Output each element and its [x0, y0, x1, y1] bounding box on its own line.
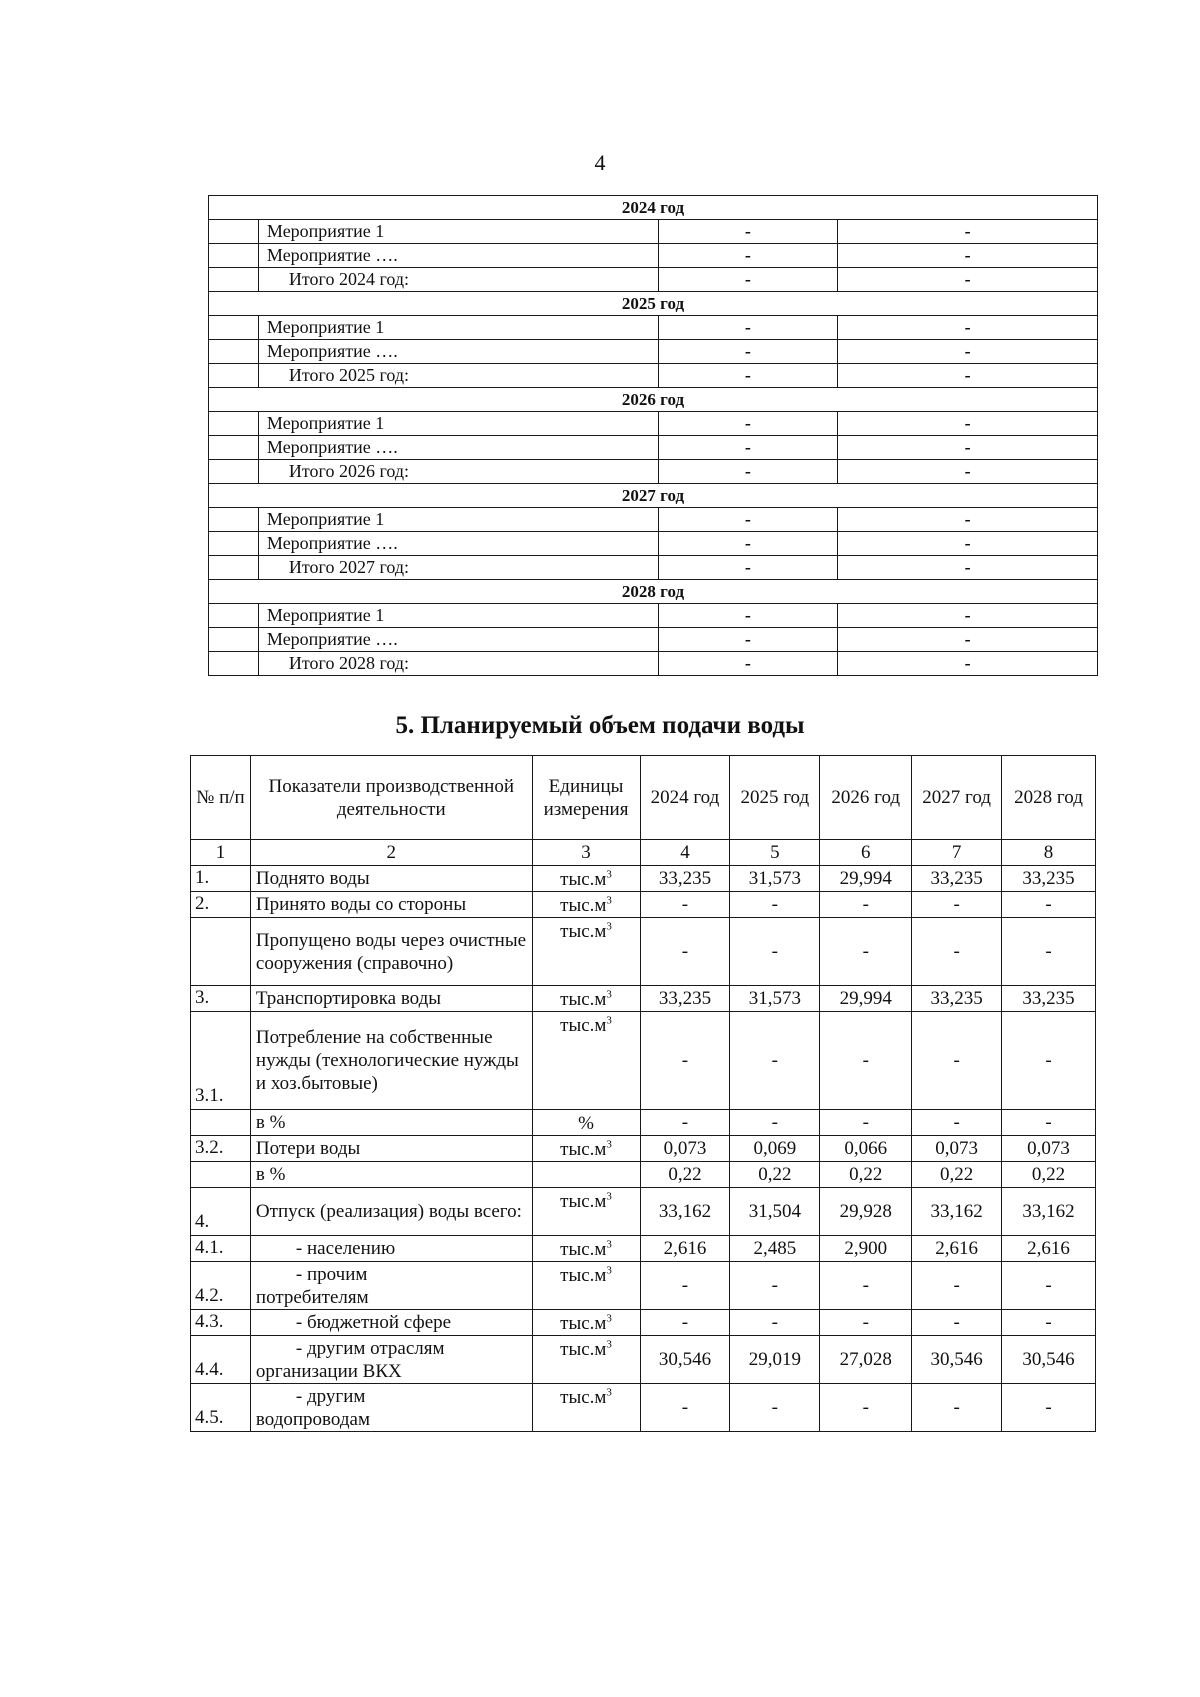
- row-number: 3.: [191, 986, 251, 1012]
- row-number: 3.2.: [191, 1136, 251, 1162]
- supply-row: [191, 1012, 1096, 1110]
- value-2025: 2,485: [730, 1236, 820, 1262]
- indicator-label: [250, 1336, 532, 1384]
- header-2025: 2025 год: [730, 756, 820, 840]
- value-2025: 29,019: [730, 1336, 820, 1384]
- page-number: 4: [594, 150, 606, 175]
- unit-label: тыс.м: [560, 1387, 607, 1408]
- event-value: -: [658, 556, 838, 580]
- event-row: [209, 220, 1098, 244]
- indicator-label: Транспортировка воды: [250, 986, 532, 1012]
- event-total-label: Итого 2026 год:: [258, 460, 658, 484]
- row-number: 4.5.: [191, 1384, 251, 1432]
- unit-exponent: 3: [606, 1014, 612, 1027]
- event-index-cell: [209, 244, 259, 268]
- column-number: 3: [532, 840, 640, 866]
- value-2028: 33,162: [1002, 1188, 1096, 1236]
- section-title: 5. Планируемый объем подачи воды: [395, 712, 805, 739]
- unit-label: тыс.м: [560, 895, 607, 916]
- event-value: -: [658, 436, 838, 460]
- event-value: -: [838, 316, 1098, 340]
- value-2024: -: [640, 1262, 730, 1310]
- event-value: -: [658, 604, 838, 628]
- value-2026: -: [820, 918, 912, 986]
- value-2028: 33,235: [1002, 866, 1096, 892]
- event-value: -: [838, 268, 1098, 292]
- event-row: [209, 460, 1098, 484]
- event-label: Мероприятие ….: [258, 436, 658, 460]
- event-row: [209, 364, 1098, 388]
- year-header-row: [209, 196, 1098, 220]
- unit-label: тыс.м: [560, 1239, 607, 1260]
- value-2027: 30,546: [912, 1336, 1002, 1384]
- event-label: Мероприятие 1: [258, 604, 658, 628]
- event-index-cell: [209, 508, 259, 532]
- column-numbers-row: [191, 840, 1096, 866]
- unit-label: тыс.м: [560, 1015, 607, 1036]
- value-2027: -: [912, 892, 1002, 918]
- event-label: Мероприятие ….: [258, 244, 658, 268]
- year-label: 2028 год: [209, 580, 1098, 604]
- indicator-label: - бюджетной сфере: [250, 1310, 532, 1336]
- value-2027: -: [912, 1310, 1002, 1336]
- unit-label: тыс.м: [560, 869, 607, 890]
- event-value: -: [658, 532, 838, 556]
- event-value: -: [658, 652, 838, 676]
- event-label: Мероприятие 1: [258, 316, 658, 340]
- value-2028: -: [1002, 1110, 1096, 1136]
- event-value: -: [658, 340, 838, 364]
- value-2025: -: [730, 1262, 820, 1310]
- event-value: -: [658, 508, 838, 532]
- indicator-label: Принято воды со стороны: [250, 892, 532, 918]
- value-2025: -: [730, 1310, 820, 1336]
- unit-label: тыс.м: [560, 1265, 607, 1286]
- value-2026: 29,994: [820, 986, 912, 1012]
- supply-row: [191, 918, 1096, 986]
- value-2025: 31,573: [730, 986, 820, 1012]
- supply-row: [191, 1384, 1096, 1432]
- unit-cell: [532, 866, 640, 892]
- value-2025: -: [730, 892, 820, 918]
- event-row: [209, 412, 1098, 436]
- header-unit: Единицы измерения: [532, 756, 640, 840]
- row-number: 4.2.: [191, 1262, 251, 1310]
- event-value: -: [838, 604, 1098, 628]
- row-number: 2.: [191, 892, 251, 918]
- supply-row: [191, 1162, 1096, 1188]
- event-value: -: [838, 412, 1098, 436]
- column-number: 4: [640, 840, 730, 866]
- year-label: 2025 год: [209, 292, 1098, 316]
- row-number: [191, 1162, 251, 1188]
- value-2025: 0,069: [730, 1136, 820, 1162]
- event-label: Мероприятие 1: [258, 220, 658, 244]
- event-value: -: [838, 220, 1098, 244]
- row-number: [191, 918, 251, 986]
- value-2027: 33,235: [912, 866, 1002, 892]
- value-2026: -: [820, 892, 912, 918]
- year-header-row: [209, 484, 1098, 508]
- unit-label: тыс.м: [560, 1339, 607, 1360]
- value-2027: 33,235: [912, 986, 1002, 1012]
- year-header-row: [209, 580, 1098, 604]
- value-2026: 27,028: [820, 1336, 912, 1384]
- indicator-label-line2: водопроводам: [255, 1408, 370, 1430]
- value-2025: -: [730, 1110, 820, 1136]
- supply-row: [191, 1262, 1096, 1310]
- event-value: -: [658, 460, 838, 484]
- value-2024: 33,235: [640, 866, 730, 892]
- value-2024: 2,616: [640, 1236, 730, 1262]
- indicator-label-line1: - другим отраслям: [295, 1337, 445, 1359]
- value-2024: -: [640, 1110, 730, 1136]
- value-2024: 33,162: [640, 1188, 730, 1236]
- unit-exponent: 3: [606, 920, 612, 933]
- unit-cell: [532, 1262, 640, 1310]
- supply-row: [191, 892, 1096, 918]
- unit-exponent: 3: [606, 1338, 612, 1351]
- row-number: 4.1.: [191, 1236, 251, 1262]
- supply-row: [191, 1188, 1096, 1236]
- unit-exponent: 3: [606, 1138, 612, 1151]
- unit-label: тыс.м: [560, 921, 607, 942]
- value-2024: 0,073: [640, 1136, 730, 1162]
- value-2024: -: [640, 892, 730, 918]
- event-index-cell: [209, 532, 259, 556]
- event-index-cell: [209, 220, 259, 244]
- event-index-cell: [209, 268, 259, 292]
- event-total-label: Итого 2027 год:: [258, 556, 658, 580]
- event-value: -: [658, 364, 838, 388]
- event-row: [209, 508, 1098, 532]
- unit-label: тыс.м: [560, 989, 607, 1010]
- event-value: -: [838, 364, 1098, 388]
- header-2026: 2026 год: [820, 756, 912, 840]
- unit-cell: [532, 1310, 640, 1336]
- supply-row: [191, 1336, 1096, 1384]
- header-2027: 2027 год: [912, 756, 1002, 840]
- event-total-label: Итого 2024 год:: [258, 268, 658, 292]
- value-2025: 31,573: [730, 866, 820, 892]
- event-value: -: [838, 340, 1098, 364]
- indicator-label: [250, 1262, 532, 1310]
- row-number: [191, 1110, 251, 1136]
- value-2028: 30,546: [1002, 1336, 1096, 1384]
- water-supply-table: [190, 755, 1096, 1432]
- event-row: [209, 436, 1098, 460]
- unit-exponent: 3: [606, 1190, 612, 1203]
- value-2026: 2,900: [820, 1236, 912, 1262]
- event-value: -: [838, 436, 1098, 460]
- unit-cell: [532, 1336, 640, 1384]
- event-value: -: [658, 220, 838, 244]
- event-label: Мероприятие ….: [258, 628, 658, 652]
- event-row: [209, 652, 1098, 676]
- unit-exponent: 3: [606, 1264, 612, 1277]
- column-number: 1: [191, 840, 251, 866]
- unit-cell: [532, 1136, 640, 1162]
- value-2024: -: [640, 918, 730, 986]
- value-2027: -: [912, 1012, 1002, 1110]
- value-2028: 0,22: [1002, 1162, 1096, 1188]
- event-row: [209, 532, 1098, 556]
- supply-row: [191, 1236, 1096, 1262]
- value-2028: 2,616: [1002, 1236, 1096, 1262]
- event-index-cell: [209, 628, 259, 652]
- value-2025: -: [730, 1384, 820, 1432]
- unit-cell: [532, 1384, 640, 1432]
- value-2026: -: [820, 1012, 912, 1110]
- column-number: 6: [820, 840, 912, 866]
- header-num: № п/п: [191, 756, 251, 840]
- value-2024: -: [640, 1310, 730, 1336]
- row-number: 4.3.: [191, 1310, 251, 1336]
- value-2026: -: [820, 1262, 912, 1310]
- indicator-label-line1: - прочим: [295, 1263, 368, 1285]
- indicator-label: - населению: [250, 1236, 532, 1262]
- event-row: [209, 556, 1098, 580]
- indicator-label-line2: потребителям: [255, 1286, 369, 1308]
- event-row: [209, 316, 1098, 340]
- event-row: [209, 268, 1098, 292]
- value-2026: -: [820, 1384, 912, 1432]
- supply-row: [191, 1136, 1096, 1162]
- column-number: 5: [730, 840, 820, 866]
- value-2026: -: [820, 1110, 912, 1136]
- unit-cell: [532, 1188, 640, 1236]
- indicator-label: Поднято воды: [250, 866, 532, 892]
- event-label: Мероприятие ….: [258, 532, 658, 556]
- value-2028: 33,235: [1002, 986, 1096, 1012]
- event-total-label: Итого 2028 год:: [258, 652, 658, 676]
- year-label: 2027 год: [209, 484, 1098, 508]
- event-index-cell: [209, 340, 259, 364]
- value-2024: 30,546: [640, 1336, 730, 1384]
- event-value: -: [658, 412, 838, 436]
- event-value: -: [838, 508, 1098, 532]
- header-2028: 2028 год: [1002, 756, 1096, 840]
- supply-row: [191, 1110, 1096, 1136]
- unit-cell: [532, 986, 640, 1012]
- year-label: 2024 год: [209, 196, 1098, 220]
- supply-row: [191, 866, 1096, 892]
- value-2026: 29,994: [820, 866, 912, 892]
- row-number: 1.: [191, 866, 251, 892]
- event-value: -: [658, 244, 838, 268]
- unit-cell: [532, 1236, 640, 1262]
- event-label: Мероприятие 1: [258, 508, 658, 532]
- value-2028: -: [1002, 1384, 1096, 1432]
- value-2024: 0,22: [640, 1162, 730, 1188]
- unit-exponent: 3: [606, 1386, 612, 1399]
- value-2028: -: [1002, 1262, 1096, 1310]
- value-2026: -: [820, 1310, 912, 1336]
- year-header-row: [209, 388, 1098, 412]
- event-index-cell: [209, 652, 259, 676]
- unit-exponent: 3: [606, 1312, 612, 1325]
- indicator-label: Пропущено воды через очистные сооружения (справочно): [250, 918, 532, 986]
- value-2027: -: [912, 1110, 1002, 1136]
- event-index-cell: [209, 556, 259, 580]
- indicator-label: в %: [250, 1110, 532, 1136]
- value-2025: 0,22: [730, 1162, 820, 1188]
- supply-row: [191, 986, 1096, 1012]
- event-row: [209, 244, 1098, 268]
- unit-exponent: 3: [606, 868, 612, 881]
- value-2025: -: [730, 918, 820, 986]
- year-header-row: [209, 292, 1098, 316]
- unit-cell: [532, 892, 640, 918]
- unit-cell: [532, 1162, 640, 1188]
- value-2028: -: [1002, 918, 1096, 986]
- value-2026: 29,928: [820, 1188, 912, 1236]
- column-number: 2: [250, 840, 532, 866]
- unit-cell: [532, 1110, 640, 1136]
- unit-exponent: 3: [606, 894, 612, 907]
- event-value: -: [838, 556, 1098, 580]
- event-value: -: [838, 652, 1098, 676]
- unit-label: тыс.м: [560, 1191, 607, 1212]
- event-total-label: Итого 2025 год:: [258, 364, 658, 388]
- column-number: 7: [912, 840, 1002, 866]
- column-number: 8: [1002, 840, 1096, 866]
- indicator-label: [250, 1384, 532, 1432]
- value-2026: 0,22: [820, 1162, 912, 1188]
- header-indicator: Показатели производственной деятельности: [250, 756, 532, 840]
- event-index-cell: [209, 412, 259, 436]
- year-label: 2026 год: [209, 388, 1098, 412]
- value-2028: -: [1002, 892, 1096, 918]
- value-2025: -: [730, 1012, 820, 1110]
- event-value: -: [838, 628, 1098, 652]
- value-2026: 0,066: [820, 1136, 912, 1162]
- unit-label: тыс.м: [560, 1139, 607, 1160]
- indicator-label: Потери воды: [250, 1136, 532, 1162]
- value-2027: 0,073: [912, 1136, 1002, 1162]
- event-value: -: [658, 268, 838, 292]
- header-row: [191, 756, 1096, 840]
- event-row: [209, 604, 1098, 628]
- value-2028: -: [1002, 1012, 1096, 1110]
- unit-label: тыс.м: [560, 1313, 607, 1334]
- event-value: -: [838, 460, 1098, 484]
- unit-exponent: 3: [606, 988, 612, 1001]
- value-2027: 33,162: [912, 1188, 1002, 1236]
- indicator-label-line2: организации ВКХ: [255, 1360, 402, 1382]
- event-value: -: [838, 532, 1098, 556]
- unit-label: %: [578, 1113, 594, 1134]
- event-index-cell: [209, 604, 259, 628]
- value-2024: -: [640, 1384, 730, 1432]
- unit-cell: [532, 1012, 640, 1110]
- value-2028: -: [1002, 1310, 1096, 1336]
- event-row: [209, 628, 1098, 652]
- event-label: Мероприятие 1: [258, 412, 658, 436]
- value-2027: -: [912, 1384, 1002, 1432]
- value-2027: 2,616: [912, 1236, 1002, 1262]
- indicator-label: Потребление на собственные нужды (технологические нужды и хоз.бытовые): [250, 1012, 532, 1110]
- unit-cell: [532, 918, 640, 986]
- supply-row: [191, 1310, 1096, 1336]
- indicator-label: в %: [250, 1162, 532, 1188]
- value-2027: -: [912, 918, 1002, 986]
- event-value: -: [658, 316, 838, 340]
- event-index-cell: [209, 364, 259, 388]
- value-2027: -: [912, 1262, 1002, 1310]
- value-2025: 31,504: [730, 1188, 820, 1236]
- value-2027: 0,22: [912, 1162, 1002, 1188]
- event-row: [209, 340, 1098, 364]
- row-number: 3.1.: [191, 1012, 251, 1110]
- value-2028: 0,073: [1002, 1136, 1096, 1162]
- value-2024: -: [640, 1012, 730, 1110]
- row-number: 4.4.: [191, 1336, 251, 1384]
- event-value: -: [838, 244, 1098, 268]
- indicator-label-line1: - другим: [295, 1385, 366, 1407]
- event-index-cell: [209, 436, 259, 460]
- event-index-cell: [209, 316, 259, 340]
- events-table: [208, 195, 1098, 676]
- event-index-cell: [209, 460, 259, 484]
- unit-exponent: 3: [606, 1238, 612, 1251]
- event-value: -: [658, 628, 838, 652]
- event-label: Мероприятие ….: [258, 340, 658, 364]
- indicator-label: Отпуск (реализация) воды всего:: [250, 1188, 532, 1236]
- row-number: 4.: [191, 1188, 251, 1236]
- value-2024: 33,235: [640, 986, 730, 1012]
- header-2024: 2024 год: [640, 756, 730, 840]
